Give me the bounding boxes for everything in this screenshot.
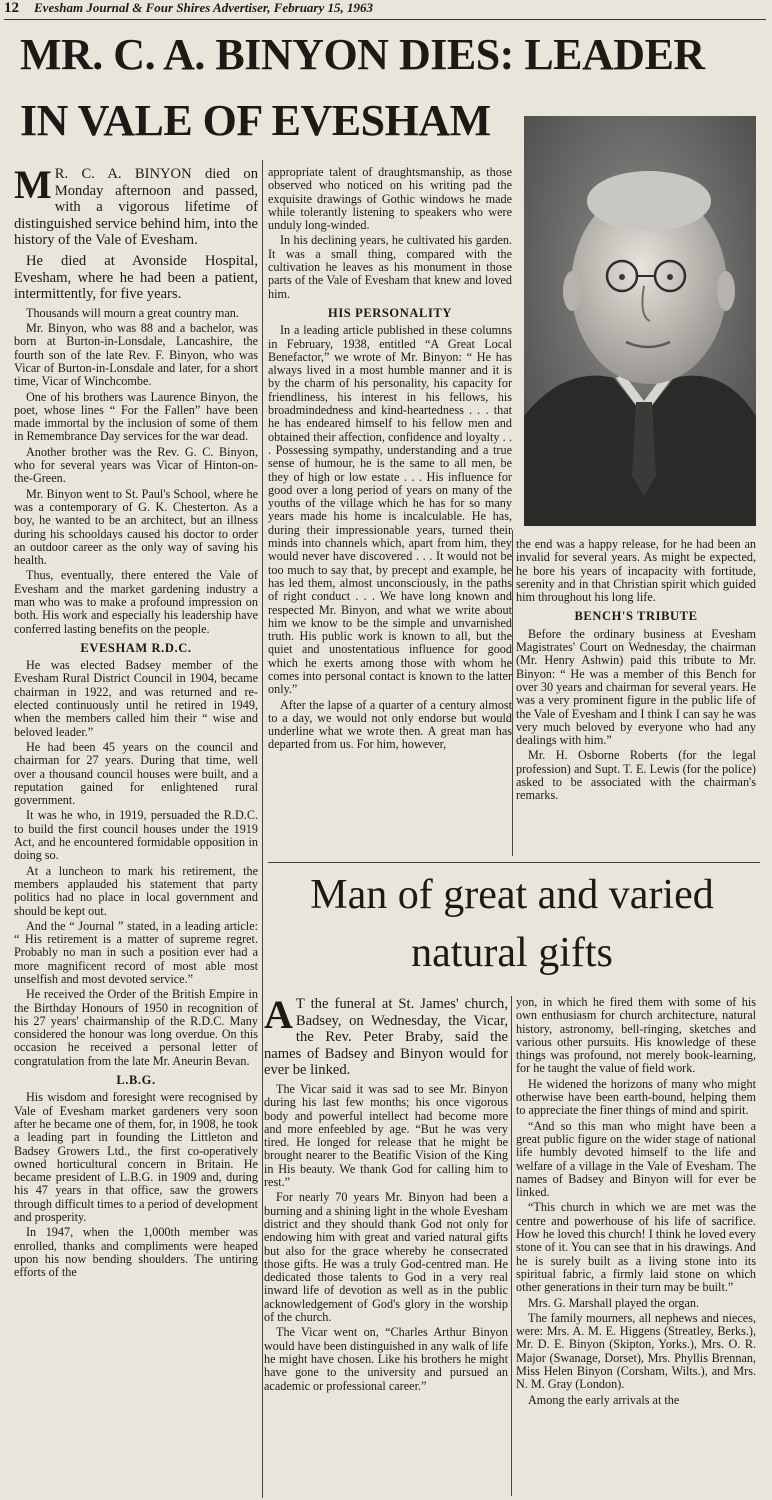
portrait-icon xyxy=(524,116,756,526)
paragraph: He died at Avonside Hospital, Evesham, where he had been a patient, intermittently, for five years. xyxy=(14,252,258,303)
intro-paragraph: M R. C. A. BINYON died on Monday afternoon and passed, with a vigorous lifetime of distinguished service behind him, into the history of the Vale of Evesham. xyxy=(14,166,258,249)
paragraph: Thus, eventually, there entered the Vale of Evesham and the market gardening industry a man who was to make a profound impression on both. His work and especially his leadership have conferred lasting benefits on the people. xyxy=(14,568,258,636)
paragraph: the end was a happy release, for he had been an invalid for several years. As might be expected, he bore his years of incapacity with fortitude, serenity and in that Christian spirit which guided him throughout his long life. xyxy=(516,538,756,605)
paragraph: He had been 45 years on the council and chairman for 27 years. During that time, well over a thousand council houses were built, and a reputation gained for enlightened rural government. xyxy=(14,739,258,808)
paragraph: Among the early arrivals at the xyxy=(528,1392,680,1407)
feature-intro: A T the funeral at St. James' church, Badsey, on Wednesday, the Vicar, the Rev. Peter Braby, said the names of Badsey and Binyon would for ever be linked. xyxy=(264,996,508,1079)
paragraph: Mr. Binyon went to St. Paul's School, where he was a contemporary of G. K. Chesterton. As a boy, he wanted to be an architect, but an illness during his schooldays caused his doctor to order an outdoor career as the only way of saving his health. xyxy=(14,486,258,568)
headline-line-1: MR. C. A. BINYON DIES: LEADER xyxy=(20,30,705,79)
paragraph: In a leading article published in these columns in February, 1938, entitled “A Great Local Benefactor,” we wrote of Mr. Binyon: “ He has always lived in a most humble manner and it is by the charm of his personality, his capacity for friendliness, his interest in his fellows, his broadmindedness and kind-heartedness . . . that he has endeared himself to his fellow men and obtained their affection, confidence and loyalty . . . Possessing sympathy, understanding and a true sense of humour, he is the same to all men, be they of high or low estate . . . His influence for good over a long period of years on many of the youths of the village which he has for so many years made his home is incalculable. He has, during their impressionable years, turned their minds into channels which, apart from him, they would never have discovered . . . It would not be too much to say that, by precept and example, he has led them, almost unconsciously, in the paths of right conduct . . . We have long known and respected Mr. Binyon, and what we write about him we know to be the simple and unvarnished truth. His public work is known to all, but the quiet and unostentatious influence for good which he exerts among those with whom he comes into personal contact is known to the latter only.” xyxy=(268,323,512,697)
column-5 xyxy=(516,996,756,1496)
paragraph: He widened the horizons of many who might otherwise have been earth-bound, helping them to appreciate the finer things of mind and spirit. xyxy=(516,1076,756,1118)
subheading: L.B.G. xyxy=(116,1073,156,1088)
subheading: EVESHAM R.D.C. xyxy=(80,640,192,655)
headline-line-2: IN VALE OF EVESHAM xyxy=(20,96,491,145)
masthead-line: Evesham Journal & Four Shires Advertiser, February 15, 1963 xyxy=(34,0,374,15)
column-2 xyxy=(268,166,512,856)
subheading: HIS PERSONALITY xyxy=(328,305,452,320)
paragraph: After the lapse of a quarter of a century almost to a day, we would not only endorse but would underline what we wrote then. A great man has departed from us. For him, however, xyxy=(268,697,512,752)
paragraph: Mrs. G. Marshall played the organ. xyxy=(528,1295,700,1310)
column-divider xyxy=(262,160,263,1498)
paragraph: Mr. H. Osborne Roberts (for the legal profession) and Supt. T. E. Lewis (for the police) asked to be associated with the chairman's remarks. xyxy=(516,748,756,803)
paragraph: In his declining years, he cultivated his garden. It was a small thing, compared with the cultivation he leaves as his monument in those parts of the Vale of Evesham that knew and loved him. xyxy=(268,233,512,301)
section-divider xyxy=(268,862,760,863)
paragraph: One of his brothers was Laurence Binyon, the poet, whose lines “ For the Fallen” have been made immortal by the inclusion of some of them in Remembrance Day services for the war dead. xyxy=(14,389,258,444)
paragraph: The Vicar said it was sad to see Mr. Binyon during his last few months; his once vigorous body and powerful intellect had become more and more enfeebled by age. “But he was very tired. He longed for release that he might be brought nearer to the Beatific Vision of the King in His beauty. We thank God for calling him to rest.” xyxy=(264,1081,508,1190)
paragraph: The family mourners, all nephews and nieces, were: Mrs. A. M. E. Higgens (Streatley, Berks.), Mr. D. E. Binyon (Skipton, Yorks.), Mrs. O. R. Major (Swanage, Dorset), Mrs. Phyllis Brennan, Miss Helen Binyon (Corsham, Wilts.), and Mrs. N. M. Gray (London). xyxy=(516,1310,756,1392)
paragraph: appropriate talent of draughtsmanship, as those observed who noticed on his writing pad the exquisite drawings of Gothic windows he made while tolerantly listening to speakers who were unduly long-winded. xyxy=(268,166,512,233)
page-number: 12 xyxy=(4,0,19,16)
feature-headline: Man of great and varied natural gifts xyxy=(310,872,714,976)
subheading: BENCH'S TRIBUTE xyxy=(574,609,698,624)
masthead xyxy=(4,0,766,20)
paragraph: Before the ordinary business at Evesham Magistrates' Court on Wednesday, the chairman (Mr. Henry Ashwin) paid this tribute to Mr. Binyon: “ He was a member of this Bench for over 30 years and chairman for several years. He was a very prominent figure in the public life of the Vale of Evesham and I think I can say he was very much beloved by everyone who had any dealings with him.” xyxy=(516,626,756,748)
paragraph: yon, in which he fired them with some of his own enthusiasm for church architecture, natural history, astronomy, bell-ringing, sketches and various other pursuits. His knowledge of these things was profound, not merely book-learning, for he taught the value of field work. xyxy=(516,996,756,1076)
paragraph: For nearly 70 years Mr. Binyon had been a burning and a shining light in the whole Evesham district and they should thank God not only for endowing him with great and varied natural gifts but also for the grace whereby he consecrated those gifts. He was a truly God-centred man. He dedicated those talents to God in a very real inward life of devotion as well as in the public acknowledgement of God's glory in the worship of the church. xyxy=(264,1190,508,1325)
paragraph: He received the Order of the British Empire in the Birthday Honours of 1950 in recognition of his 27 years' chairmanship of the R.D.C. Many considered the honour was long overdue. On this occasion he received a personal letter of congratulation from the late Mr. Aneurin Bevan. xyxy=(14,987,258,1068)
paragraph: He was elected Badsey member of the Evesham Rural District Council in 1904, became chairman in 1922, and was returned and re-elected continuously until he retired in 1949, when the members called him their “ wise and beloved leader.” xyxy=(14,658,258,739)
paragraph: His wisdom and foresight were recognised by Vale of Evesham market gardeners very soon after he became one of them, for, in 1908, he took a leading part in founding the Littleton and Badsey Growers Ltd., the first co-operatively owned horticultural concern in Britain. He became president of L.B.G. in 1909 and, during his 47 years in that office, saw the growers through difficult times to a period of development and prosperity. xyxy=(14,1090,258,1225)
paragraph: And the “ Journal ” stated, in a leading article: “ His retirement is a matter of supreme regret. Probably no man in such a position ever had a more magnificent record of most able most unselfish and most devoted service.” xyxy=(14,918,258,986)
column-divider xyxy=(511,996,512,1496)
paragraph: Another brother was the Rev. G. C. Binyon, who for several years was Vicar of Hinton-on-the-Green. xyxy=(14,444,258,486)
paragraph: At a luncheon to mark his retirement, the members applauded his statement that party politics had no place in local government and should be kept out. xyxy=(14,863,258,918)
paragraph: “And so this man who might have been a great public figure on the wider stage of national life humbly devoted himself to the life and welfare of a village in the Vale of Evesham. The names of Badsey and Binyon will for ever be linked. xyxy=(516,1118,756,1200)
paragraph: In 1947, when the 1,000th member was enrolled, thanks and compliments were heaped upon his now bending shoulders. The untiring efforts of the xyxy=(14,1225,258,1280)
portrait-photo xyxy=(524,116,756,526)
drop-cap: M xyxy=(14,166,52,207)
column-1 xyxy=(14,166,258,1496)
drop-cap: A xyxy=(264,996,293,1037)
column-3 xyxy=(516,538,756,858)
paragraph: The Vicar went on, “Charles Arthur Binyon would have been distinguished in any walk of life he might have chosen. Like his brothers he might have gone to the university and pursued an academic or professional career.” xyxy=(264,1325,508,1393)
column-divider xyxy=(512,530,513,856)
paragraph: “This church in which we are met was the centre and powerhouse of his life of sacrifice. How he loved this church! I think he loved every stone of it. You can see that in his drawings. And he is surely built as a living stone into its spiritual fabric, a firmly laid stone on which other generations in their turn may be built.” xyxy=(516,1200,756,1295)
paragraph: It was he who, in 1919, persuaded the R.D.C. to build the first council houses under the 1919 Act, and he encountered formidable opposition in doing so. xyxy=(14,808,258,863)
paragraph: Thousands will mourn a great country man. xyxy=(26,305,239,320)
paragraph: Mr. Binyon, who was 88 and a bachelor, was born at Burton-in-Lonsdale, Lancashire, the fourth son of the late Rev. F. Binyon, who was Vicar of Burton-in-Lonsdale and later, for a short time, Vicar of Winchcombe. xyxy=(14,321,258,389)
column-4 xyxy=(264,996,508,1496)
